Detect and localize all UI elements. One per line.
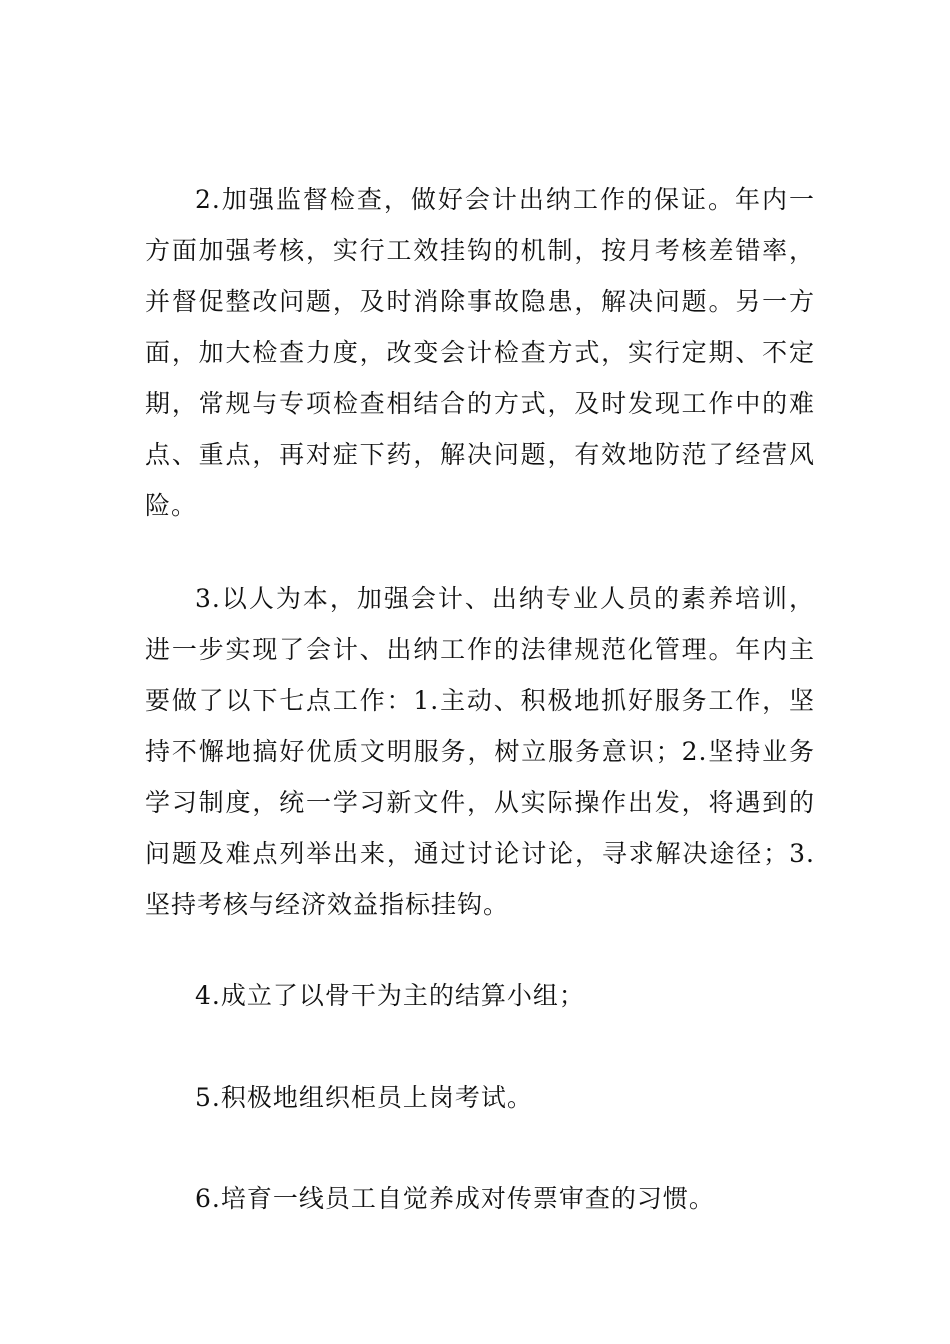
paragraph-staff-training: 3.以人为本，加强会计、出纳专业人员的素养培训，进一步实现了会计、出纳工作的法律规范化管理。年内主要做了以下七点工作：1.主动、积极地抓好服务工作，坚持不懈地搞好优质文明服务，树立服务意识；2.坚持业务学习制度，统一学习新文件，从实际操作出发，将遇到的问题及难点列举出来，通过讨论讨论，寻求解决途径；3.坚持考核与经济效益指标挂钩。 xyxy=(145,584,815,919)
paragraph-voucher-review: 6.培育一线员工自觉养成对传票审查的习惯。 xyxy=(195,1184,715,1213)
paragraph-supervision-inspection: 2.加强监督检查，做好会计出纳工作的保证。年内一方面加强考核，实行工效挂钩的机制，按月考核差错率，并督促整改问题，及时消除事故隐患，解决问题。另一方面，加大检查力度，改变会计检查方式，实行定期、不定期，常规与专项检查相结合的方式，及时发现工作中的难点、重点，再对症下药，解决问题，有效地防范了经营风险。 xyxy=(145,185,815,520)
paragraph-teller-exam: 5.积极地组织柜员上岗考试。 xyxy=(195,1083,533,1112)
paragraph-settlement-group: 4.成立了以骨干为主的结算小组； xyxy=(195,981,585,1010)
